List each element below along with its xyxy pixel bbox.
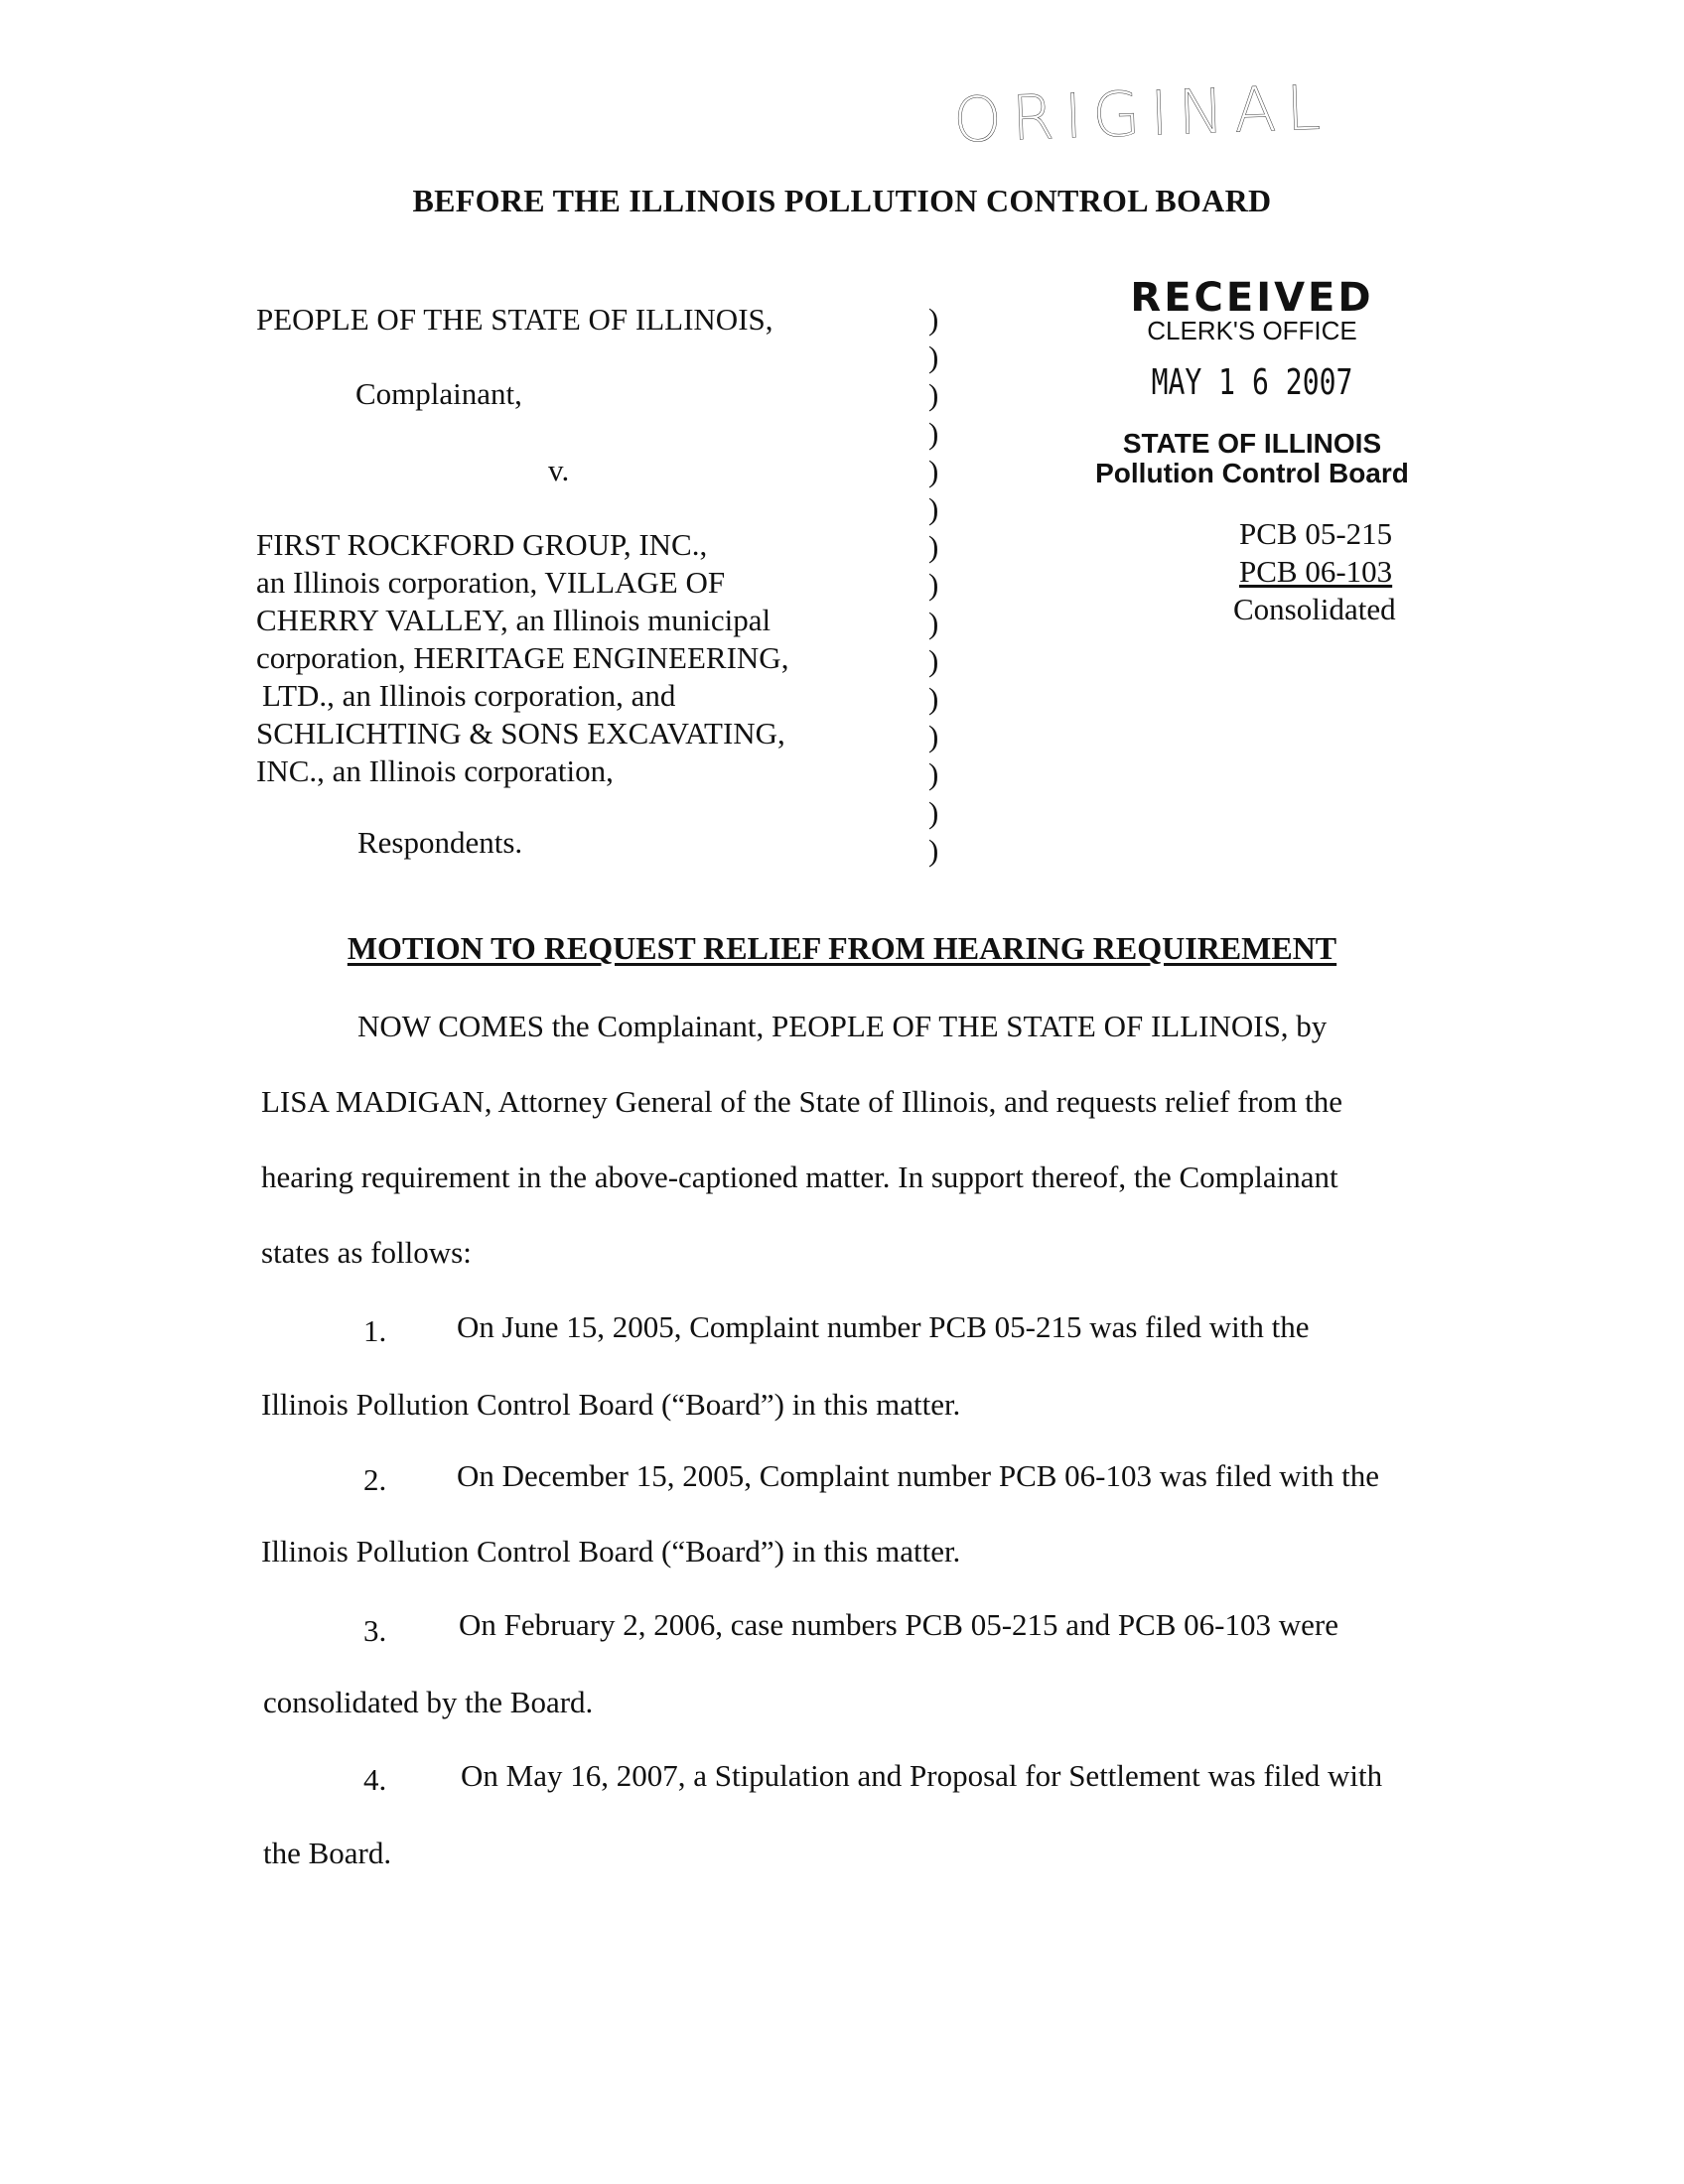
paren: ) — [928, 605, 939, 640]
case-status: Consolidated — [1233, 592, 1396, 626]
paragraph-number: 2. — [363, 1462, 387, 1497]
paragraph-line: On May 16, 2007, a Stipulation and Proposal for Settlement was filed with — [461, 1758, 1383, 1793]
paren: ) — [928, 719, 939, 754]
plaintiff-name: PEOPLE OF THE STATE OF ILLINOIS, — [256, 302, 773, 337]
received-stamp-title: RECEIVED — [1130, 275, 1374, 321]
respondent-line: FIRST ROCKFORD GROUP, INC., — [256, 527, 708, 562]
versus-label: v. — [548, 453, 570, 487]
received-stamp-office: CLERK'S OFFICE — [1147, 316, 1357, 345]
intro-line: hearing requirement in the above-captioned matter. In support thereof, the Complainant — [261, 1160, 1338, 1194]
paren: ) — [928, 415, 939, 451]
case-numbers — [1233, 515, 1396, 628]
page-heading: BEFORE THE ILLINOIS POLLUTION CONTROL BOARD — [412, 183, 1272, 218]
received-stamp-date: MAY 1 6 2007 — [1151, 362, 1353, 403]
respondent-line: SCHLICHTING & SONS EXCAVATING, — [256, 716, 785, 751]
paren: ) — [928, 681, 939, 717]
paragraph-number: 1. — [363, 1313, 387, 1348]
paren: ) — [928, 832, 939, 868]
respondent-line: an Illinois corporation, VILLAGE OF — [256, 565, 726, 600]
respondent-line: corporation, HERITAGE ENGINEERING, — [256, 640, 789, 675]
intro-line: NOW COMES the Complainant, PEOPLE OF THE STATE OF ILLINOIS, by — [357, 1009, 1328, 1043]
paragraph-line: consolidated by the Board. — [263, 1685, 594, 1719]
paren: ) — [928, 491, 939, 527]
received-stamp-board-line: Pollution Control Board — [1095, 458, 1409, 488]
received-stamp-state — [1088, 429, 1416, 488]
paren: ) — [928, 340, 939, 375]
caption-parentheses — [928, 301, 938, 870]
paren: ) — [928, 529, 939, 565]
paragraph-number: 4. — [363, 1762, 387, 1797]
paragraph-number: 3. — [363, 1613, 387, 1648]
respondent-line: INC., an Illinois corporation, — [256, 753, 614, 788]
paren: ) — [928, 567, 939, 603]
paren: ) — [928, 642, 939, 678]
respondent-line: LTD., an Illinois corporation, and — [262, 678, 676, 713]
paren: ) — [928, 756, 939, 792]
paren: ) — [928, 377, 939, 413]
respondent-role: Respondents. — [357, 825, 523, 860]
paragraph-line: Illinois Pollution Control Board (“Board”) in this matter. — [261, 1387, 961, 1422]
paragraph-line: On June 15, 2005, Complaint number PCB 05-215 was filed with the — [457, 1309, 1310, 1344]
paren: ) — [928, 453, 939, 488]
paren: ) — [928, 302, 939, 337]
paragraph-line: the Board. — [263, 1836, 392, 1870]
paragraph-line: On February 2, 2006, case numbers PCB 05-215 and PCB 06-103 were — [459, 1607, 1338, 1642]
paragraph-line: Illinois Pollution Control Board (“Board”) in this matter. — [261, 1534, 961, 1569]
received-stamp-state-line: STATE OF ILLINOIS — [1122, 428, 1382, 459]
plaintiff-role: Complainant, — [355, 376, 522, 411]
case-number-first: PCB 05-215 — [1239, 516, 1393, 551]
intro-line: LISA MADIGAN, Attorney General of the State of Illinois, and requests relief from the — [261, 1084, 1343, 1119]
respondent-block — [256, 526, 788, 790]
original-stamp: ORIGINAL — [951, 70, 1332, 157]
paragraph-line: On December 15, 2005, Complaint number PCB 06-103 was filed with the — [457, 1458, 1380, 1493]
motion-title: MOTION TO REQUEST RELIEF FROM HEARING REQUIREMENT — [347, 930, 1337, 966]
respondent-line: CHERRY VALLEY, an Illinois municipal — [256, 603, 772, 637]
paren: ) — [928, 794, 939, 830]
intro-line: states as follows: — [261, 1235, 472, 1270]
case-number-second: PCB 06-103 — [1239, 554, 1393, 589]
